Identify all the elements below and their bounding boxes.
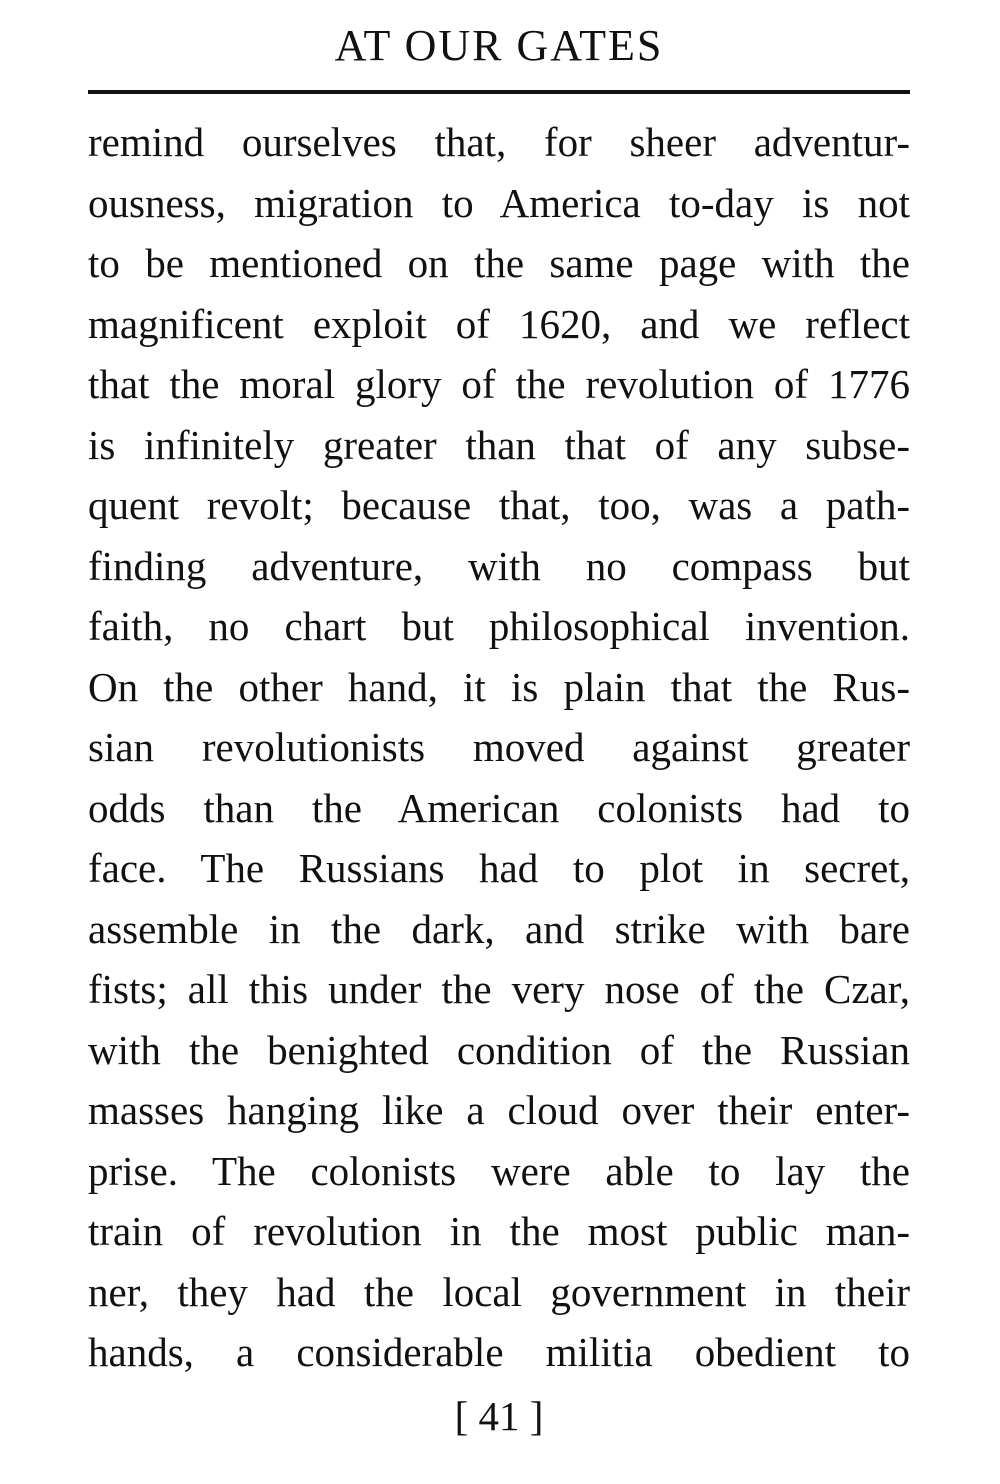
page-number: [ 41 ] xyxy=(454,1393,544,1439)
text-line: hands, a considerable militia obedient to xyxy=(88,1329,910,1375)
text-line: magnificent exploit of 1620, and we reflect xyxy=(88,300,910,347)
header-rule xyxy=(88,90,910,94)
text-line: face. The Russians had to plot in secret, xyxy=(88,845,910,891)
text-line: is infinitely greater than that of any subse- xyxy=(88,421,910,468)
text-line: ner, they had the local government in their xyxy=(88,1268,910,1315)
text-line: faith, no chart but philosophical invention. xyxy=(88,603,910,649)
text-line: to be mentioned on the same page with the xyxy=(88,240,910,286)
text-line: On the other hand, it is plain that the Rus- xyxy=(88,663,910,710)
text-line: ousness, migration to America to-day is not xyxy=(88,179,910,226)
text-line: with the benighted condition of the Russian xyxy=(88,1026,910,1073)
running-head-title: AT OUR GATES xyxy=(334,21,664,70)
text-line: remind ourselves that, for sheer adventur- xyxy=(88,119,910,165)
text-line: quent revolt; because that, too, was a path- xyxy=(88,482,910,528)
body-text xyxy=(88,112,910,1383)
text-line: sian revolutionists moved against greater xyxy=(88,724,910,770)
text-line: masses hanging like a cloud over their enter- xyxy=(88,1087,910,1133)
text-line: train of revolution in the most public man- xyxy=(88,1208,910,1254)
text-line: assemble in the dark, and strike with bare xyxy=(88,905,910,952)
text-line: that the moral glory of the revolution of 1776 xyxy=(88,361,910,407)
text-line: fists; all this under the very nose of the Czar, xyxy=(88,966,910,1012)
text-line: finding adventure, with no compass but xyxy=(88,542,910,589)
text-line: odds than the American colonists had to xyxy=(88,784,910,831)
text-line: prise. The colonists were able to lay the xyxy=(88,1147,910,1194)
